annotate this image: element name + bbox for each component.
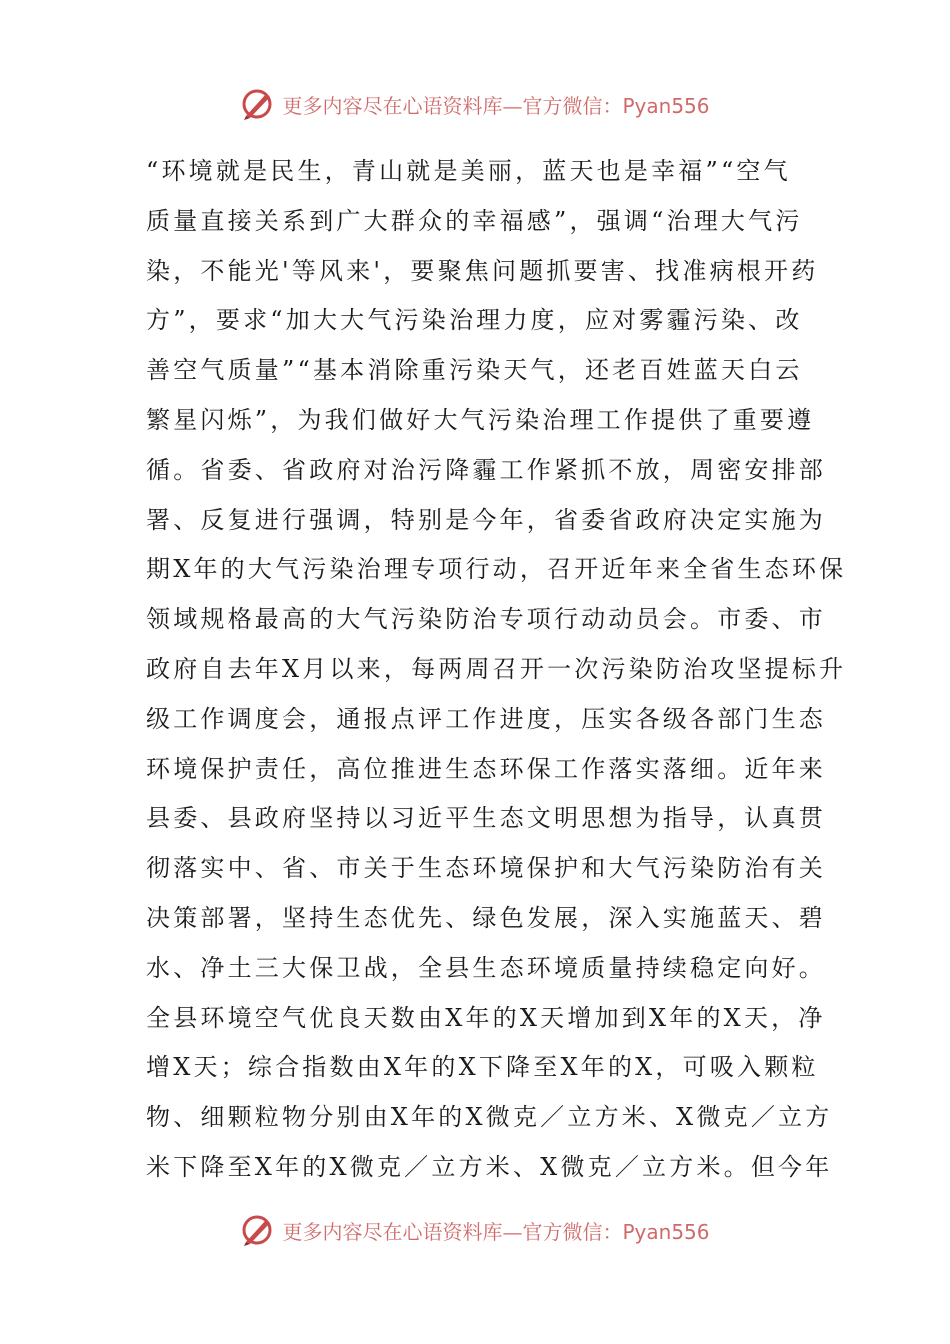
document-line: 县委、县政府坚持以习近平生态文明思想为指导，认真贯 bbox=[146, 804, 826, 833]
document-line: 循。省委、省政府对治污降霾工作紧抓不放，周密安排部 bbox=[146, 455, 826, 484]
footer-banner-text bbox=[282, 1216, 709, 1245]
document-line: 全县环境空气优良天数由X年的X天增加到X年的X天，净 bbox=[146, 1003, 826, 1032]
document-line: 质量直接关系到广大群众的幸福感”，强调“治理大气污 bbox=[146, 206, 803, 235]
header-banner-text bbox=[282, 90, 709, 119]
document-body bbox=[146, 147, 847, 1193]
document-line: 领域规格最高的大气污染防治专项行动动员会。市委、市 bbox=[146, 605, 826, 634]
document-line: 决策部署，坚持生态优先、绿色发展，深入实施蓝天、碧 bbox=[146, 903, 826, 932]
document-line: 繁星闪烁”，为我们做好大气污染治理工作提供了重要遵 bbox=[146, 405, 815, 434]
document-line: “环境就是民生，青山就是美丽，蓝天也是幸福”“空气 bbox=[146, 157, 791, 185]
footer-banner bbox=[0, 1210, 950, 1250]
document-line: 期X年的大气污染治理专项行动，召开近年来全省生态环保 bbox=[146, 555, 847, 584]
document-line: 政府自去年X月以来，每两周召开一次污染防治攻坚提标升 bbox=[146, 654, 847, 683]
header-banner bbox=[0, 84, 950, 124]
footer-banner-wechat: Pyan556 bbox=[622, 1219, 710, 1244]
pen-logo-icon bbox=[240, 86, 276, 122]
footer-banner-label: 更多内容尽在心语资料库—官方微信： bbox=[282, 1219, 623, 1244]
document-line: 署、反复进行强调，特别是今年，省委省政府决定实施为 bbox=[146, 505, 826, 534]
header-banner-wechat: Pyan556 bbox=[622, 93, 710, 118]
document-line: 彻落实中、省、市关于生态环境保护和大气污染防治有关 bbox=[146, 854, 826, 883]
document-line: 善空气质量”“基本消除重污染天气，还老百姓蓝天白云 bbox=[146, 356, 803, 385]
header-banner-label: 更多内容尽在心语资料库—官方微信： bbox=[282, 93, 623, 118]
pen-logo-icon bbox=[240, 1212, 276, 1248]
document-line: 水、净土三大保卫战，全县生态环境质量持续稳定向好。 bbox=[146, 953, 826, 982]
document-line: 方”，要求“加大大气污染治理力度，应对雾霾污染、改 bbox=[146, 306, 803, 335]
document-line: 级工作调度会，通报点评工作进度，压实各级各部门生态 bbox=[146, 704, 826, 733]
document-line: 染，不能光'等风来'，要聚焦问题抓要害、找准病根开药 bbox=[146, 256, 819, 285]
document-line: 米下降至X年的X微克／立方米、X微克／立方米。但今年 bbox=[146, 1152, 833, 1181]
document-line: 环境保护责任，高位推进生态环保工作落实落细。近年来 bbox=[146, 754, 826, 783]
document-line: 物、细颗粒物分别由X年的X微克／立方米、X微克／立方 bbox=[146, 1103, 833, 1132]
document-line: 增X天；综合指数由X年的X下降至X年的X，可吸入颗粒 bbox=[146, 1053, 819, 1082]
